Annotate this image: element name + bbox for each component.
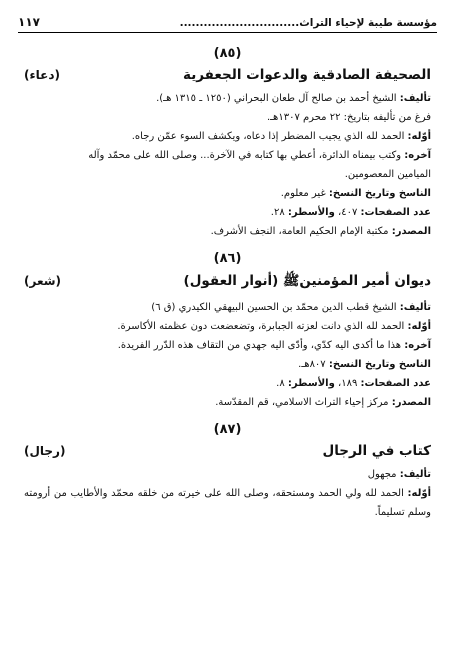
pages-line [24, 374, 431, 393]
entry-number: (٨٥) [213, 46, 242, 61]
first-value: الحمد لله ولي الحمد ومستحقه، وصلى الله على خيرته من خلقه محمّد والأطايب من أرومته وسلم تسليماً. [24, 488, 431, 518]
entry-category: (دعاء) [24, 68, 60, 82]
author-value: الشيخ قطب الدين محمّد بن الحسين البيهقي الكيدري (ق ٦) [151, 302, 397, 313]
last-line-continued: الميامين المعصومين. [344, 169, 431, 180]
source-label: المصدر: [391, 226, 431, 237]
source-label: المصدر: [391, 397, 431, 408]
entry-title: ديوان أمير المؤمنينﷺ (أنوار العقول) [183, 273, 431, 289]
pages-value: ١٨٩، [337, 378, 358, 389]
first-value: الحمد لله الذي يجيب المضطر إذا دعاه، ويكشف السوء عمّن رجاه. [131, 131, 405, 142]
copyist-label: الناسخ وتاريخ النسخ: [328, 359, 431, 370]
publisher-name: مؤسسة طيبة لإحياء التراث.............................. [179, 17, 437, 29]
entry-title: كتاب في الرجال [322, 443, 431, 459]
last-value: هذا ما أكدى اليه كدّي، وأدّى اليه جهدي من التقاف هذه الدّرر الفريدة. [117, 340, 402, 351]
last-line [24, 146, 431, 165]
author-value: مجهول [367, 469, 397, 480]
entry-category: (رجال) [24, 444, 66, 458]
pages-line [24, 203, 431, 222]
catalog-entry [24, 46, 431, 241]
last-line [24, 336, 431, 355]
last-label: آخره: [404, 150, 431, 161]
copyist-value: غير معلوم. [280, 188, 326, 199]
page-header [18, 10, 437, 33]
lines-value: ٢٨. [270, 207, 285, 218]
pages-label: عدد الصفحات: [360, 207, 431, 218]
catalog-entry [24, 251, 431, 412]
author-value: الشيخ أحمد بن صالح آل طعان البحراني (١٢٥٠ ـ ١٣١٥ هـ). [156, 93, 397, 104]
first-label: أوّله: [407, 488, 431, 499]
catalog-entry [24, 422, 431, 522]
entry-category: (شعر) [24, 274, 62, 288]
entry-title-row [24, 443, 431, 459]
page-number: ١١٧ [18, 15, 40, 29]
entry-title-row [24, 272, 431, 292]
entry-title-row [24, 67, 431, 83]
author-label: تأليف: [399, 93, 431, 104]
lines-label: والأسطر: [287, 378, 335, 389]
first-line [24, 127, 431, 146]
last-label: آخره: [404, 340, 431, 351]
entry-title: الصحيفة الصادقية والدعوات الجعفرية [183, 67, 431, 83]
source-line [24, 222, 431, 241]
author-line [24, 89, 431, 108]
entry-number: (٨٦) [213, 251, 242, 266]
source-value: مكتبة الإمام الحكيم العامة، النجف الأشرف. [210, 226, 389, 237]
copyist-line [24, 184, 431, 203]
copyist-value: ٨٠٧هـ. [298, 359, 326, 370]
last-value: وكتب بيمناه الدائرة، أعطي بها كتابه في الآخرة... وصلى الله على محمّد وآله [88, 150, 402, 161]
copyist-line [24, 355, 431, 374]
source-line [24, 393, 431, 412]
source-value: مركز إحياء التراث الاسلامي، قم المقدّسة. [215, 397, 389, 408]
first-label: أوّله: [407, 131, 431, 142]
page-content [24, 42, 431, 522]
entry-number: (٨٧) [213, 422, 242, 437]
finished-line: فرغ من تأليفه بتاريخ: ٢٢ محرم ١٣٠٧هـ. [266, 112, 431, 123]
author-label: تأليف: [399, 469, 431, 480]
pages-value: ٤٠٧، [337, 207, 358, 218]
author-label: تأليف: [399, 302, 431, 313]
first-line [24, 317, 431, 336]
first-line [24, 484, 431, 522]
lines-label: والأسطر: [287, 207, 335, 218]
pages-label: عدد الصفحات: [360, 378, 431, 389]
copyist-label: الناسخ وتاريخ النسخ: [328, 188, 431, 199]
first-label: أوّله: [407, 321, 431, 332]
lines-value: ٨. [276, 378, 285, 389]
first-value: الحمد لله الذي دانت لعزته الجبابرة، وتضعضعت دون عظمته الأكاسرة. [117, 321, 405, 332]
author-line [24, 298, 431, 317]
author-line [24, 465, 431, 484]
